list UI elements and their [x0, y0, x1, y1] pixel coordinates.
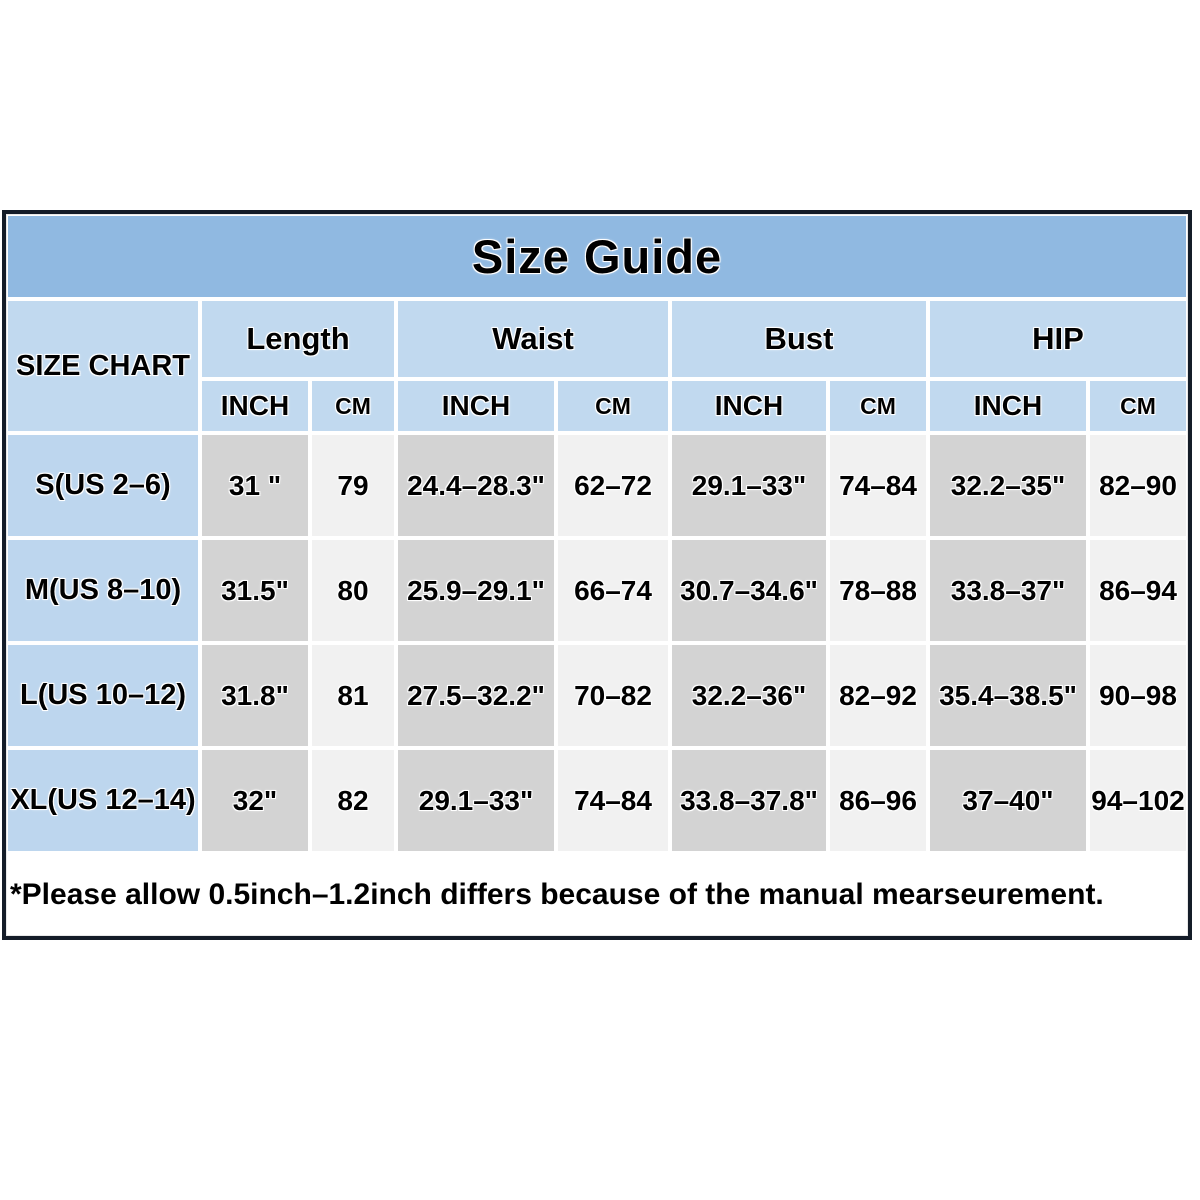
cell-xl-length-cm: 82 — [312, 750, 394, 851]
unit-header-bust-inch: INCH — [672, 381, 826, 431]
cell-m-waist-cm: 66–74 — [558, 540, 668, 641]
cell-xl-bust-inch: 33.8–37.8" — [672, 750, 826, 851]
cell-s-length-cm: 79 — [312, 435, 394, 536]
size-guide-table-frame — [2, 210, 1192, 940]
unit-header-length-inch: INCH — [202, 381, 308, 431]
cell-s-hip-cm: 82–90 — [1090, 435, 1186, 536]
cell-s-waist-inch: 24.4–28.3" — [398, 435, 554, 536]
row-label-xl: XL(US 12–14) — [8, 750, 198, 851]
unit-header-waist-cm: CM — [558, 381, 668, 431]
cell-m-hip-inch: 33.8–37" — [930, 540, 1086, 641]
cell-m-waist-inch: 25.9–29.1" — [398, 540, 554, 641]
column-header-waist: Waist — [398, 301, 668, 377]
row-label-m: M(US 8–10) — [8, 540, 198, 641]
cell-l-bust-inch: 32.2–36" — [672, 645, 826, 746]
cell-xl-length-inch: 32" — [202, 750, 308, 851]
cell-l-hip-cm: 90–98 — [1090, 645, 1186, 746]
cell-l-length-cm: 81 — [312, 645, 394, 746]
cell-l-waist-cm: 70–82 — [558, 645, 668, 746]
row-label-l: L(US 10–12) — [8, 645, 198, 746]
unit-header-bust-cm: CM — [830, 381, 926, 431]
column-header-bust: Bust — [672, 301, 926, 377]
cell-m-hip-cm: 86–94 — [1090, 540, 1186, 641]
unit-header-length-cm: CM — [312, 381, 394, 431]
measurement-disclaimer-note: *Please allow 0.5inch–1.2inch differs because of the manual mearseurement. — [8, 855, 1186, 934]
cell-l-hip-inch: 35.4–38.5" — [930, 645, 1086, 746]
cell-s-bust-inch: 29.1–33" — [672, 435, 826, 536]
page-title: Size Guide — [8, 216, 1186, 297]
cell-m-length-cm: 80 — [312, 540, 394, 641]
column-header-length: Length — [202, 301, 394, 377]
cell-xl-waist-cm: 74–84 — [558, 750, 668, 851]
unit-header-waist-inch: INCH — [398, 381, 554, 431]
cell-m-bust-cm: 78–88 — [830, 540, 926, 641]
cell-l-bust-cm: 82–92 — [830, 645, 926, 746]
unit-header-hip-inch: INCH — [930, 381, 1086, 431]
cell-xl-hip-cm: 94–102 — [1090, 750, 1186, 851]
cell-m-length-inch: 31.5" — [202, 540, 308, 641]
size-guide-table — [8, 216, 1186, 934]
cell-xl-waist-inch: 29.1–33" — [398, 750, 554, 851]
column-header-hip: HIP — [930, 301, 1186, 377]
cell-s-hip-inch: 32.2–35" — [930, 435, 1086, 536]
unit-header-hip-cm: CM — [1090, 381, 1186, 431]
row-label-s: S(US 2–6) — [8, 435, 198, 536]
size-chart-header: SIZE CHART — [8, 301, 198, 431]
cell-m-bust-inch: 30.7–34.6" — [672, 540, 826, 641]
cell-l-length-inch: 31.8" — [202, 645, 308, 746]
cell-s-bust-cm: 74–84 — [830, 435, 926, 536]
cell-xl-bust-cm: 86–96 — [830, 750, 926, 851]
cell-s-waist-cm: 62–72 — [558, 435, 668, 536]
cell-l-waist-inch: 27.5–32.2" — [398, 645, 554, 746]
cell-s-length-inch: 31 " — [202, 435, 308, 536]
cell-xl-hip-inch: 37–40" — [930, 750, 1086, 851]
